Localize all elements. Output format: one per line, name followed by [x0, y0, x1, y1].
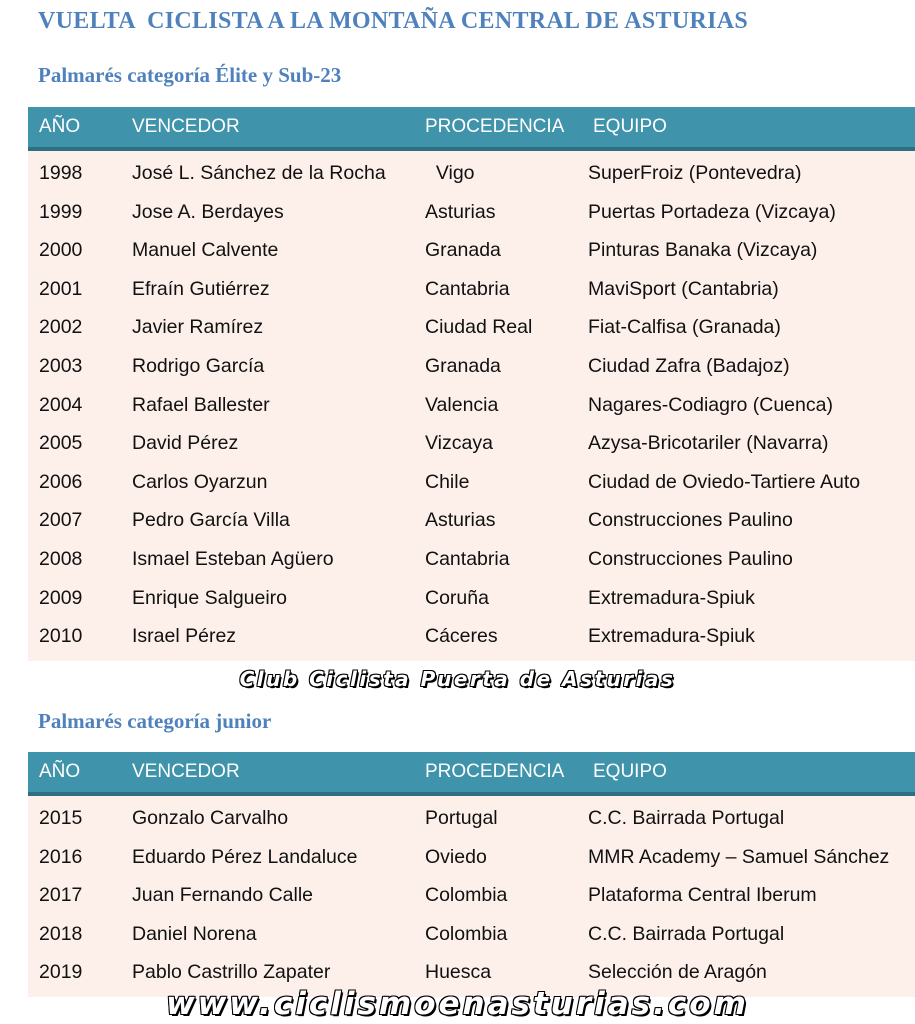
cell-winner: Enrique Salgueiro — [132, 586, 288, 609]
cell-year: 2008 — [39, 547, 83, 570]
cell-year: 2005 — [39, 432, 83, 455]
header-origin: PROCEDENCIA — [425, 761, 565, 782]
cell-year: 2003 — [39, 354, 83, 377]
cell-winner: Israel Pérez — [132, 625, 237, 648]
table-row — [28, 309, 915, 348]
cell-winner: Carlos Oyarzun — [132, 470, 268, 493]
cell-winner: Pablo Castrillo Zapater — [132, 961, 331, 984]
cell-year: 2006 — [39, 470, 83, 493]
cell-year: 2016 — [39, 845, 83, 868]
cell-winner: Javier Ramírez — [132, 316, 264, 339]
section-title-junior: Palmarés categoría junior — [38, 709, 272, 733]
cell-origin: Ciudad Real — [425, 316, 533, 339]
cell-origin: Granada — [425, 354, 501, 377]
table-elite — [28, 107, 915, 661]
table-body — [28, 151, 915, 661]
table-row — [28, 464, 915, 503]
page-title: VUELTA CICLISTA A LA MONTAÑA CENTRAL DE ASTURIAS — [38, 8, 749, 34]
table-junior — [28, 752, 915, 997]
cell-winner: Eduardo Pérez Landaluce — [132, 845, 358, 868]
table-row — [28, 271, 915, 310]
cell-year: 2000 — [39, 239, 83, 262]
cell-origin: Cantabria — [425, 277, 510, 300]
table-row — [28, 232, 915, 271]
cell-team: C.C. Bairrada Portugal — [588, 807, 785, 829]
cell-origin: Asturias — [425, 509, 496, 532]
cell-year: 2010 — [39, 625, 83, 648]
cell-origin: Asturias — [425, 200, 496, 223]
cell-origin: Oviedo — [425, 845, 487, 868]
club-banner: Club Ciclista Puerta de Asturias — [239, 667, 676, 691]
cell-origin: Valencia — [425, 393, 499, 416]
cell-origin: Coruña — [425, 586, 489, 609]
cell-origin: Colombia — [425, 884, 508, 907]
section-title-elite: Palmarés categoría Élite y Sub-23 — [38, 63, 342, 87]
cell-winner: Pedro García Villa — [132, 509, 290, 532]
cell-team: Ciudad de Oviedo-Tartiere Auto — [588, 470, 861, 493]
cell-origin: Chile — [425, 470, 470, 493]
table-row — [28, 155, 915, 194]
table-row — [28, 916, 915, 955]
cell-year: 2017 — [39, 884, 83, 907]
table-row — [28, 877, 915, 916]
table-header — [28, 752, 915, 796]
table-row — [28, 387, 915, 426]
cell-team: Plataforma Central Iberum — [588, 884, 817, 907]
cell-winner: Rodrigo García — [132, 354, 265, 377]
cell-winner: Jose A. Berdayes — [132, 200, 284, 223]
table-header — [28, 107, 915, 151]
table-row — [28, 839, 915, 878]
cell-winner: David Pérez — [132, 432, 239, 455]
cell-team: MMR Academy – Samuel Sánchez — [588, 845, 890, 868]
cell-year: 1998 — [39, 162, 83, 184]
cell-team: Selección de Aragón — [588, 961, 767, 984]
cell-winner: Manuel Calvente — [132, 239, 279, 262]
cell-team: Pinturas Banaka (Vizcaya) — [588, 239, 818, 262]
cell-winner: Juan Fernando Calle — [132, 884, 314, 907]
cell-winner: Gonzalo Carvalho — [132, 807, 289, 829]
cell-team: MaviSport (Cantabria) — [588, 277, 779, 300]
header-team: EQUIPO — [593, 116, 667, 137]
table-row — [28, 425, 915, 464]
cell-year: 2001 — [39, 277, 83, 300]
header-year: AÑO — [39, 761, 81, 782]
cell-team: Extremadura-Spiuk — [588, 586, 755, 609]
cell-year: 2015 — [39, 807, 83, 829]
cell-origin: Colombia — [425, 922, 508, 945]
cell-winner: Ismael Esteban Agüero — [132, 547, 334, 570]
table-body — [28, 796, 915, 997]
cell-winner: Daniel Norena — [132, 922, 257, 945]
cell-team: Ciudad Zafra (Badajoz) — [588, 354, 790, 377]
table-row — [28, 800, 915, 839]
cell-team: Construcciones Paulino — [588, 509, 793, 532]
cell-team: C.C. Bairrada Portugal — [588, 922, 785, 945]
cell-year: 1999 — [39, 200, 83, 223]
table-row — [28, 580, 915, 619]
cell-year: 2004 — [39, 393, 83, 416]
table-row — [28, 618, 915, 657]
cell-origin: Cantabria — [425, 547, 510, 570]
cell-team: Nagares-Codiagro (Cuenca) — [588, 393, 833, 416]
cell-team: Construcciones Paulino — [588, 547, 793, 570]
header-winner: VENCEDOR — [132, 761, 240, 782]
cell-year: 2018 — [39, 922, 83, 945]
cell-origin: Huesca — [425, 961, 492, 984]
website-banner: www.ciclismoenasturias.com — [166, 986, 749, 1022]
cell-year: 2007 — [39, 509, 83, 532]
cell-year: 2019 — [39, 961, 83, 984]
cell-team: Fiat-Calfisa (Granada) — [588, 316, 781, 339]
cell-origin: Cáceres — [425, 625, 498, 648]
cell-origin: Granada — [425, 239, 501, 262]
cell-team: Extremadura-Spiuk — [588, 625, 755, 648]
cell-origin: Portugal — [425, 807, 498, 829]
cell-winner: Rafael Ballester — [132, 393, 270, 416]
header-team: EQUIPO — [593, 761, 667, 782]
header-year: AÑO — [39, 116, 81, 137]
cell-winner: Efraín Gutiérrez — [132, 277, 270, 300]
cell-origin: Vigo — [425, 162, 475, 184]
cell-year: 2009 — [39, 586, 83, 609]
table-row — [28, 348, 915, 387]
cell-year: 2002 — [39, 316, 83, 339]
cell-team: SuperFroiz (Pontevedra) — [588, 162, 802, 184]
table-row — [28, 194, 915, 233]
cell-winner: José L. Sánchez de la Rocha — [132, 162, 386, 184]
table-row — [28, 502, 915, 541]
cell-origin: Vizcaya — [425, 432, 493, 455]
cell-team: Azysa-Bricotariler (Navarra) — [588, 432, 829, 455]
header-origin: PROCEDENCIA — [425, 116, 565, 137]
table-row — [28, 541, 915, 580]
cell-team: Puertas Portadeza (Vizcaya) — [588, 200, 836, 223]
header-winner: VENCEDOR — [132, 116, 240, 137]
